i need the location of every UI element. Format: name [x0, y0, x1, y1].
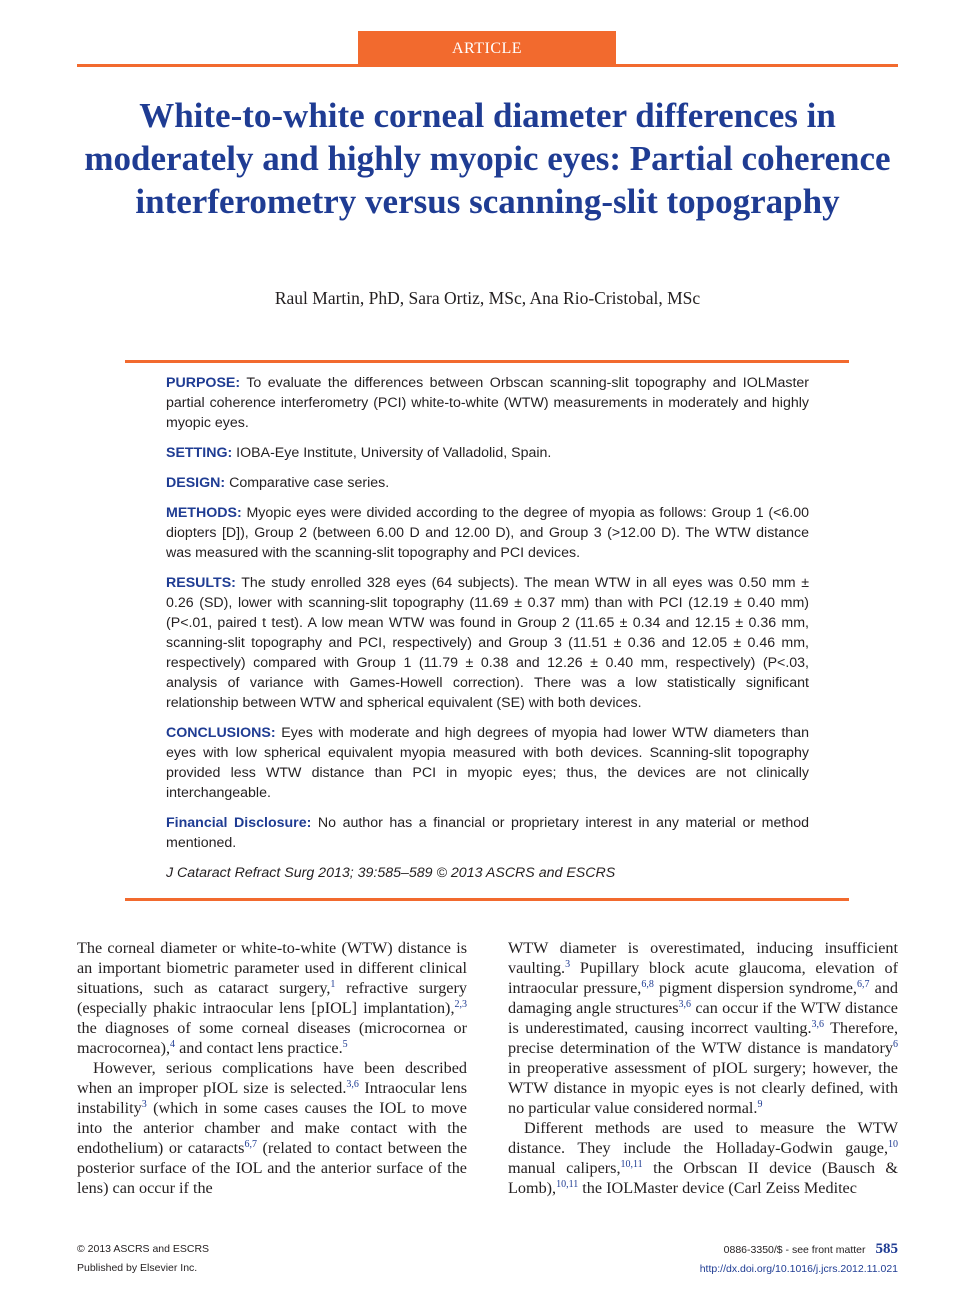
reference-link[interactable]: 6,7: [244, 1139, 257, 1150]
reference-link[interactable]: 4: [170, 1039, 176, 1050]
body-text: (which in some cases causes the IOL to move into the anterior chamber and make contact with the endothelium) or cataracts: [77, 1099, 467, 1157]
body-text: Pupillary block acute glaucoma, elevation of intraocular pressure,: [508, 959, 898, 997]
methods-label: METHODS:: [166, 505, 242, 521]
footer-issn: 0886-3350/$ - see front matter: [723, 1244, 866, 1256]
results-label: RESULTS:: [166, 575, 236, 591]
reference-link[interactable]: 3,6: [346, 1079, 359, 1090]
body-text: refractive surgery (especially phakic intraocular lens [pIOL] implantation),: [77, 979, 467, 1017]
methods-text: Myopic eyes were divided according to the degree of myopia as follows: Group 1 (<6.00 diopters [D]), Group 2 (between 6.00 D and 12.00 D), and Group 3 (>12.00 D). The WTW distance was measured with the scanning-slit topography and PCI devices.: [166, 505, 809, 561]
footer-left: [77, 1240, 209, 1278]
reference-link[interactable]: 9: [757, 1099, 763, 1110]
design-text: Comparative case series.: [229, 475, 390, 491]
abstract-setting: [166, 443, 809, 463]
body-text: The corneal diameter or white-to-white (WTW) distance is an important biometric parameter used in different clinical situations, such as cataract surgery,: [77, 939, 467, 997]
abstract-conclusions: [166, 723, 809, 803]
footer-right: [700, 1240, 898, 1279]
conclusions-label: CONCLUSIONS:: [166, 725, 276, 741]
setting-text: IOBA-Eye Institute, University of Valladolid, Spain.: [236, 445, 552, 461]
results-text: The study enrolled 328 eyes (64 subjects). The mean WTW in all eyes was 0.50 mm ± 0.26 (SD), lower with scanning-slit topography (11.69 ± 0.37 mm) than with PCI (12.19 ± 0.40 mm) (P<.01, paired t test). A low mean WTW was found in Group 2 (11.65 ± 0.34 and 12.15 ± 0.36 mm, scanning-slit topography and PCI, respectively) and Group 3 (11.51 ± 0.36 and 12.05 ± 0.46 mm, respectively) compared with Group 1 (11.79 ± 0.38 and 12.26 ± 0.40 mm, respectively) (P<.03, analysis of variance with Games-Howell correction). There was a low statistically significant relationship between WTW and spherical equivalent (SE) with both devices.: [166, 575, 809, 711]
reference-link[interactable]: 3: [565, 959, 571, 970]
abstract-methods: [166, 503, 809, 563]
reference-link[interactable]: 3,6: [678, 999, 691, 1010]
body-text: the IOLMaster device (Carl Zeiss Meditec: [578, 1179, 857, 1197]
abstract-disclosure: [166, 813, 809, 853]
body-column-right: [508, 938, 898, 1198]
setting-label: SETTING:: [166, 445, 233, 461]
abstract-top-rule: [125, 360, 849, 363]
disclosure-text: No author has a financial or proprietary interest in any material or method mentioned.: [166, 815, 809, 851]
reference-link[interactable]: 5: [342, 1039, 348, 1050]
reference-link[interactable]: 1: [330, 979, 336, 990]
body-text: and damaging angle structures: [508, 979, 899, 1017]
body-paragraph: [77, 938, 467, 1058]
reference-link[interactable]: 10,11: [620, 1159, 643, 1170]
body-paragraph: [77, 1058, 467, 1198]
abstract-design: [166, 473, 809, 493]
conclusions-text: Eyes with moderate and high degrees of myopia had lower WTW diameters than eyes with low spherical equivalent myopia measured with both devices. Scanning-slit topography provided less WTW distance than PCI in myopic eyes; thus, the devices are not clinically interchangeable.: [166, 725, 809, 801]
reference-link[interactable]: 3: [141, 1099, 147, 1110]
body-text: Therefore, precise determination of the WTW distance is mandatory: [508, 1019, 898, 1057]
body-text: Intraocular lens instability: [77, 1079, 468, 1117]
body-text: Different methods are used to measure the WTW distance. They include the Holladay-Godwin gauge,: [508, 1119, 898, 1157]
body-text: (related to contact between the posterior surface of the IOL and the anterior surface of the lens) can occur if the: [77, 1139, 467, 1197]
reference-link[interactable]: 10,11: [556, 1179, 579, 1190]
design-label: DESIGN:: [166, 475, 226, 491]
doi-link[interactable]: http://dx.doi.org/10.1016/j.jcrs.2012.11.021: [699, 1263, 898, 1275]
body-text: in preoperative assessment of pIOL surgery; however, the WTW distance in myopic eyes is not clearly defined, with no particular value considered normal.: [508, 1059, 898, 1117]
body-text: the Orbscan II device (Bausch & Lomb),: [508, 1159, 899, 1197]
body-text: pigment dispersion syndrome,: [653, 979, 857, 997]
body-text: WTW diameter is overestimated, inducing insufficient vaulting.: [508, 939, 898, 977]
body-text: However, serious complications have been described when an improper pIOL size is selected.: [77, 1059, 467, 1097]
abstract-results: [166, 573, 809, 713]
footer-publisher: Published by Elsevier Inc.: [77, 1262, 198, 1274]
reference-link[interactable]: 6,8: [641, 979, 654, 990]
abstract-purpose: [166, 373, 809, 433]
body-paragraph: [508, 1118, 898, 1198]
footer-copyright: © 2013 ASCRS and ESCRS: [77, 1243, 210, 1255]
purpose-label: PURPOSE:: [166, 375, 241, 391]
body-column-left: [77, 938, 467, 1198]
purpose-text: To evaluate the differences between Orbscan scanning-slit topography and IOLMaster partial coherence interferometry (PCI) white-to-white (WTW) measurements in moderately and highly myopic eyes.: [166, 375, 810, 431]
reference-link[interactable]: 3,6: [811, 1019, 825, 1030]
body-paragraph: [508, 938, 898, 1118]
reference-link[interactable]: 6: [893, 1039, 898, 1050]
reference-link[interactable]: 10: [888, 1139, 898, 1150]
disclosure-label: Financial Disclosure:: [166, 815, 312, 831]
reference-link[interactable]: 6,7: [856, 979, 870, 990]
article-title: White-to-white corneal diameter differences in moderately and highly myopic eyes: Partial coherence interferometry versus scanning-slit topography: [84, 96, 891, 221]
article-section-tab: ARTICLE: [358, 31, 616, 65]
body-text: and contact lens practice.: [175, 1039, 343, 1057]
abstract-bottom-rule: [125, 898, 849, 901]
body-text: manual calipers,: [508, 1159, 621, 1177]
reference-link[interactable]: 2,3: [454, 999, 467, 1010]
page-number: 585: [875, 1241, 898, 1257]
body-text: can occur if the WTW distance is underestimated, causing incorrect vaulting.: [508, 999, 898, 1037]
body-text: the diagnoses of some corneal diseases (microcornea or macrocornea),: [77, 1019, 467, 1057]
journal-citation: J Cataract Refract Surg 2013; 39:585–589 © 2013 ASCRS and ESCRS: [166, 865, 616, 881]
author-list: Raul Martin, PhD, Sara Ortiz, MSc, Ana Rio-Cristobal, MSc: [274, 288, 701, 308]
header-rule: [77, 64, 898, 67]
abstract: [166, 373, 809, 893]
